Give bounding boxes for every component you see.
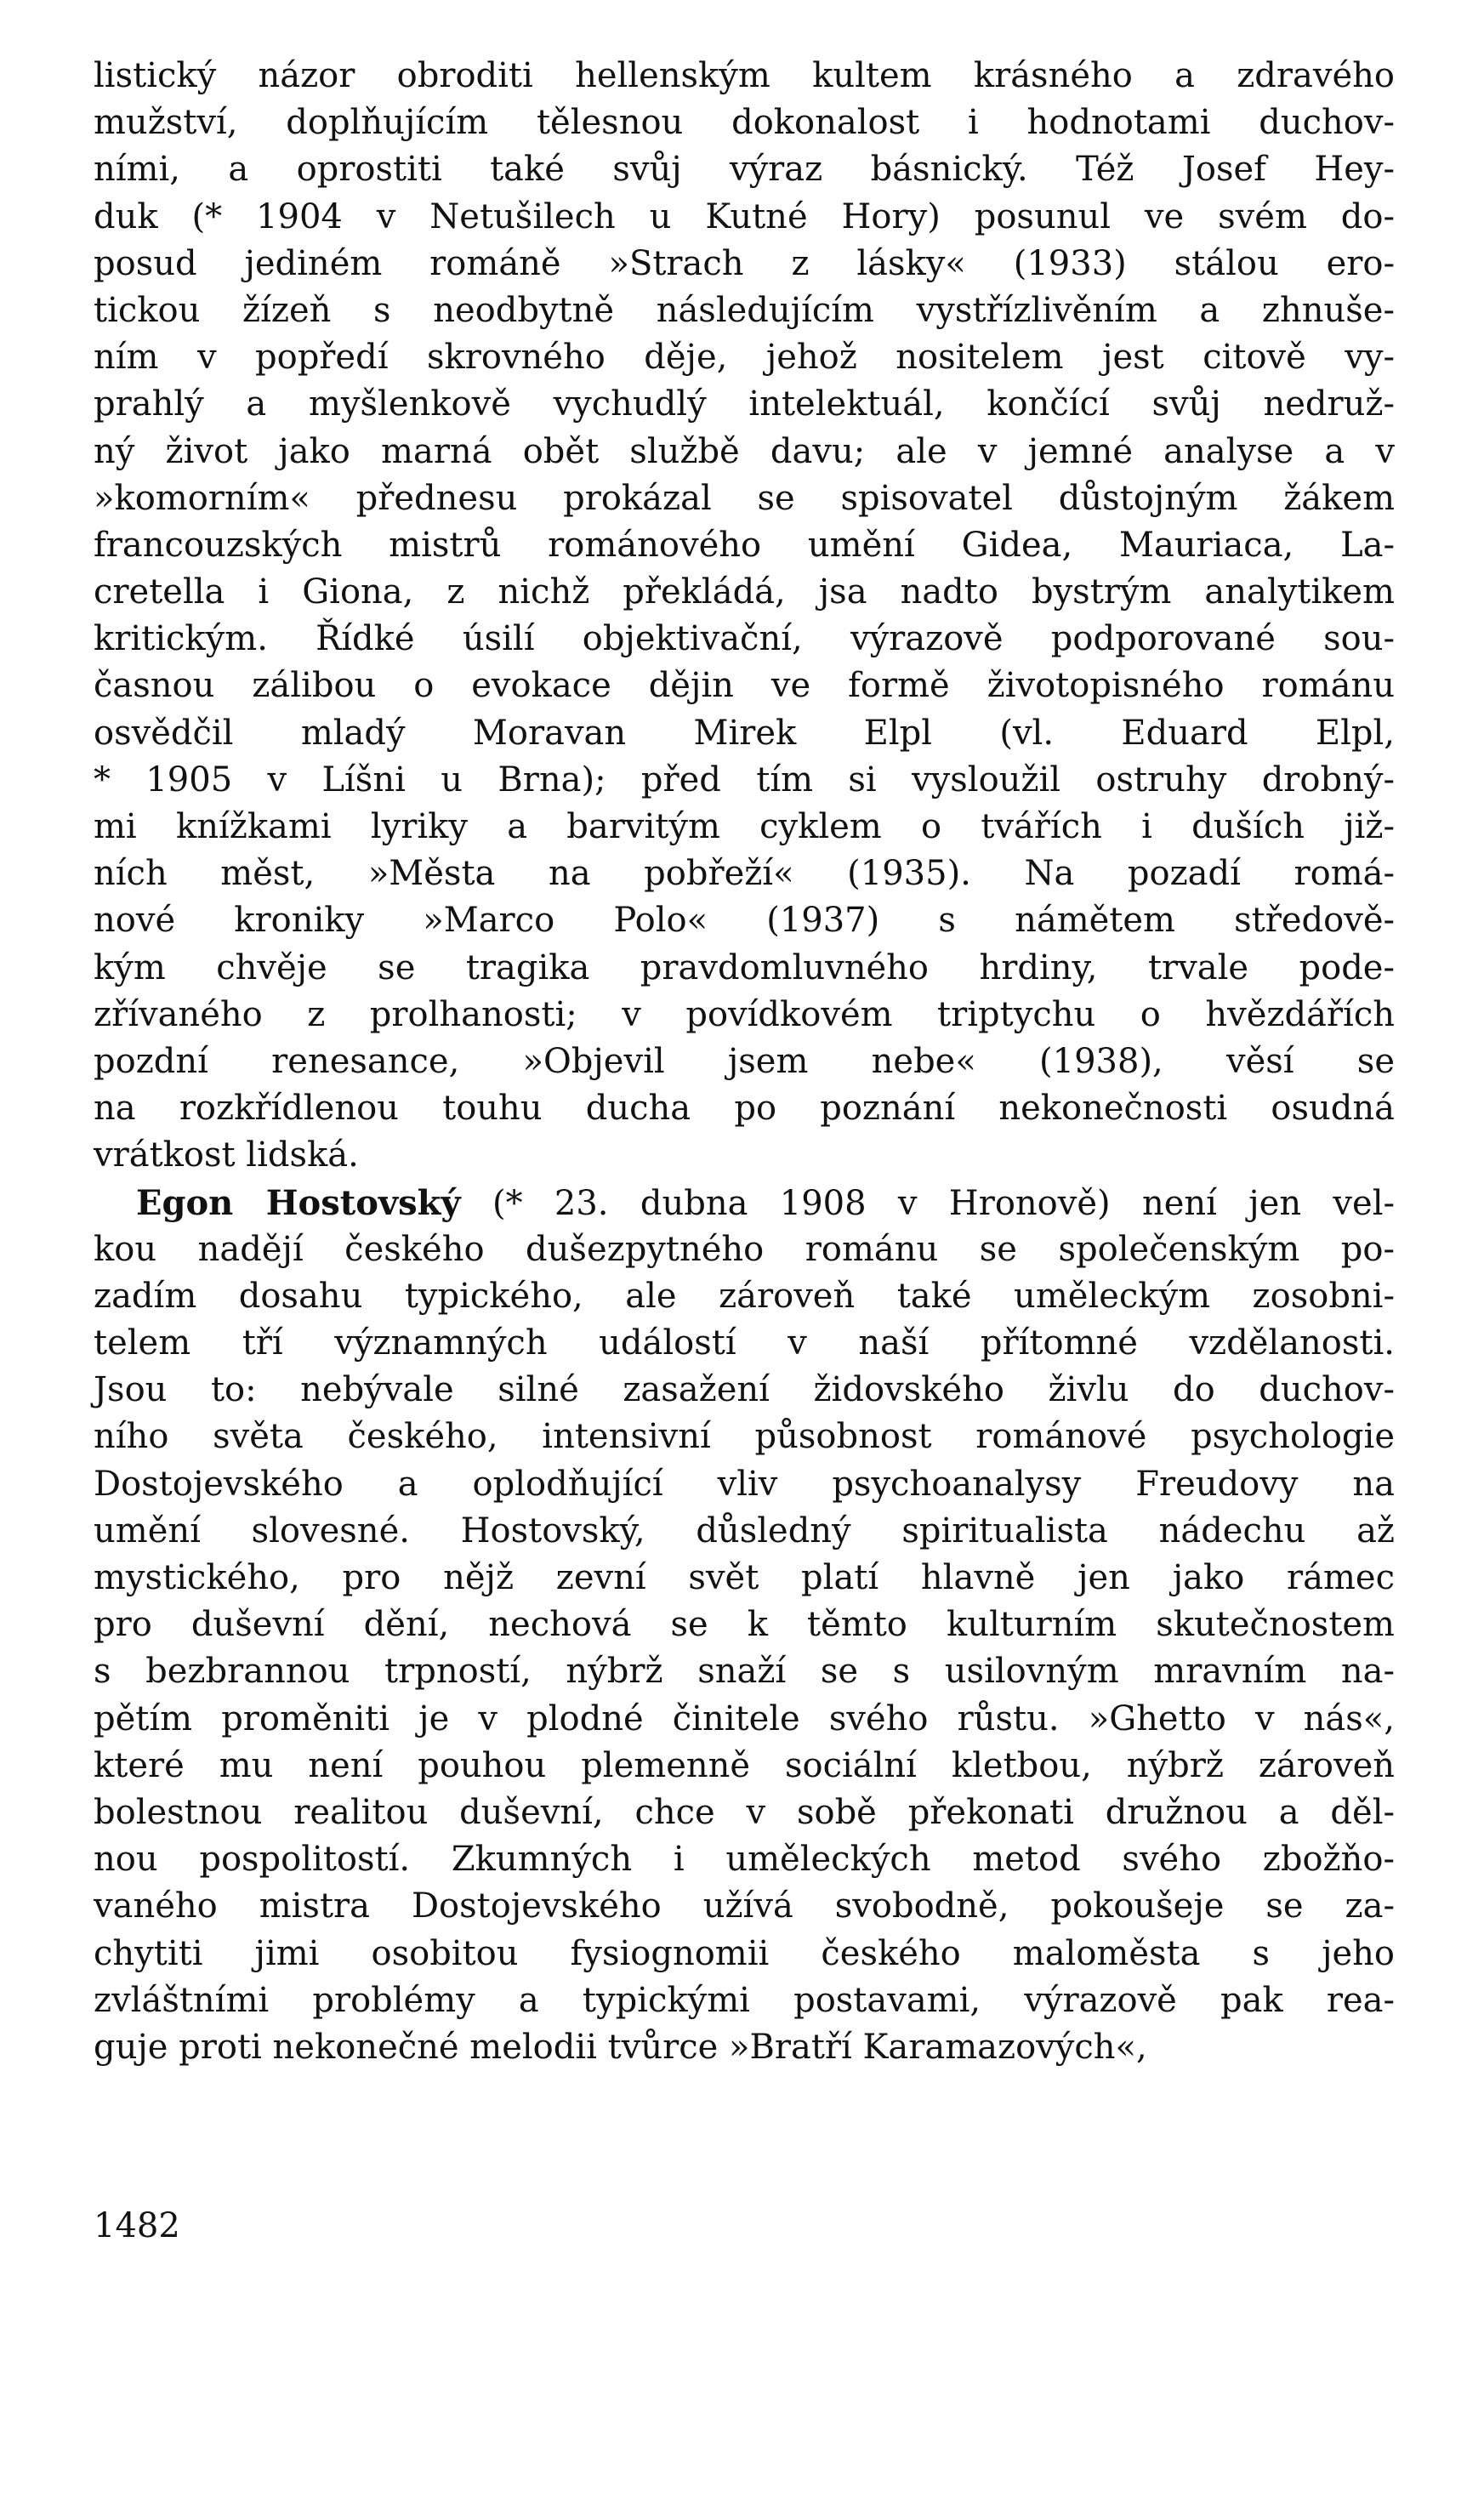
text-line: ních měst, »Města na pobřeží« (1935). Na pozadí romá- — [94, 854, 1395, 894]
text-line: ním v popředí skrovného děje, jehož nositelem jest citově vy- — [94, 338, 1395, 378]
text-line: Dostojevského a oplodňující vliv psychoanalysy Freudovy na — [94, 1464, 1395, 1504]
text-line: cretella i Giona, z nichž překládá, jsa nadto bystrým analytikem — [94, 572, 1395, 612]
text-line: mi knížkami lyriky a barvitým cyklem o tvářích i duších již- — [94, 807, 1395, 846]
text-line: kritickým. Řídké úsilí objektivační, výrazově podporované sou- — [94, 619, 1395, 659]
text-line: chytiti jimi osobitou fysiognomii českého maloměsta s jeho — [94, 1933, 1395, 1973]
text-line: Egon Hostovský (* 23. dubna 1908 v Hronově) není jen vel- — [136, 1182, 1396, 1223]
text-line: zadím dosahu typického, ale zároveň také uměleckým zosobni- — [94, 1276, 1395, 1316]
text-line: na rozkřídlenou touhu ducha po poznání nekonečnosti osudná — [94, 1089, 1395, 1129]
text-line: nou pospolitostí. Zkumných i uměleckých metod svého zbožňo- — [94, 1840, 1395, 1880]
text-line: ný život jako marná obět službě davu; ale v jemné analyse a v — [94, 431, 1395, 471]
text-line: zvláštními problémy a typickými postavami, výrazově pak rea- — [94, 1980, 1395, 2020]
body-text — [94, 53, 1395, 2071]
text-line: ními, a oprostiti také svůj výraz básnický. Též Josef Hey- — [94, 150, 1395, 190]
text-line: které mu není pouhou plemenně sociální kletbou, nýbrž zároveň — [94, 1745, 1395, 1785]
text-line: kým chvěje se tragika pravdomluvného hrdiny, trvale pode- — [94, 947, 1395, 987]
page-number: 1482 — [94, 2206, 180, 2245]
author-name: Egon Hostovský — [136, 1182, 461, 1223]
text-line: guje proti nekonečné melodii tvůrce »Bratří Karamazových«, — [94, 2027, 1147, 2067]
text-line: vaného mistra Dostojevského užívá svobodně, pokoušeje se za- — [94, 1886, 1395, 1926]
text-line: telem tří významných událostí v naší přítomné vzdělanosti. — [94, 1323, 1395, 1363]
text-line: pozdní renesance, »Objevil jsem nebe« (1938), věsí se — [94, 1041, 1395, 1081]
text-line: bolestnou realitou duševní, chce v sobě překonati družnou a děl- — [94, 1792, 1395, 1832]
text-line: ního světa českého, intensivní působnost románové psychologie — [94, 1417, 1395, 1457]
text-line: prahlý a myšlenkově vychudlý intelektuál, končící svůj nedruž- — [94, 384, 1395, 424]
text-line: mystického, pro nějž zevní svět platí hlavně jen jako rámec — [94, 1558, 1395, 1597]
text-line: pětím proměniti je v plodné činitele svého růstu. »Ghetto v nás«, — [94, 1698, 1395, 1738]
text-line: s bezbrannou trpností, nýbrž snaží se s usilovným mravním na- — [94, 1652, 1395, 1692]
text-line: nové kroniky »Marco Polo« (1937) s námětem středově- — [94, 901, 1395, 941]
text-line: mužství, doplňujícím tělesnou dokonalost i hodnotami duchov- — [94, 103, 1395, 143]
text-line: listický názor obroditi hellenským kultem krásného a zdravého — [94, 56, 1395, 95]
text-line: osvědčil mladý Moravan Mirek Elpl (vl. Eduard Elpl, — [94, 713, 1395, 753]
text-line: Jsou to: nebývale silné zasažení židovského živlu do duchov- — [94, 1370, 1395, 1410]
text-line: tickou žízeň s neodbytně následujícím vystřízlivěním a zhnuše- — [94, 290, 1395, 330]
text-line: posud jediném románě »Strach z lásky« (1933) stálou ero- — [94, 243, 1395, 283]
text-line: francouzských mistrů románového umění Gidea, Mauriaca, La- — [94, 525, 1395, 565]
text-line: umění slovesné. Hostovský, důsledný spiritualista nádechu až — [94, 1511, 1395, 1551]
text-line: * 1905 v Líšni u Brna); před tím si vysloužil ostruhy drobný- — [94, 760, 1395, 799]
text-line: časnou zálibou o evokace dějin ve formě životopisného románu — [94, 666, 1395, 706]
text-line: zřívaného z prolhanosti; v povídkovém triptychu o hvězdářích — [94, 994, 1395, 1034]
text-line: »komorním« přednesu prokázal se spisovatel důstojným žákem — [94, 478, 1395, 518]
text-line: vrátkost lidská. — [94, 1135, 359, 1175]
text-line: pro duševní dění, nechová se k těmto kulturním skutečnostem — [94, 1605, 1395, 1645]
text-line: kou nadějí českého dušezpytného románu se společenským po- — [94, 1229, 1395, 1269]
text-line: duk (* 1904 v Netušilech u Kutné Hory) posunul ve svém do- — [94, 196, 1395, 236]
